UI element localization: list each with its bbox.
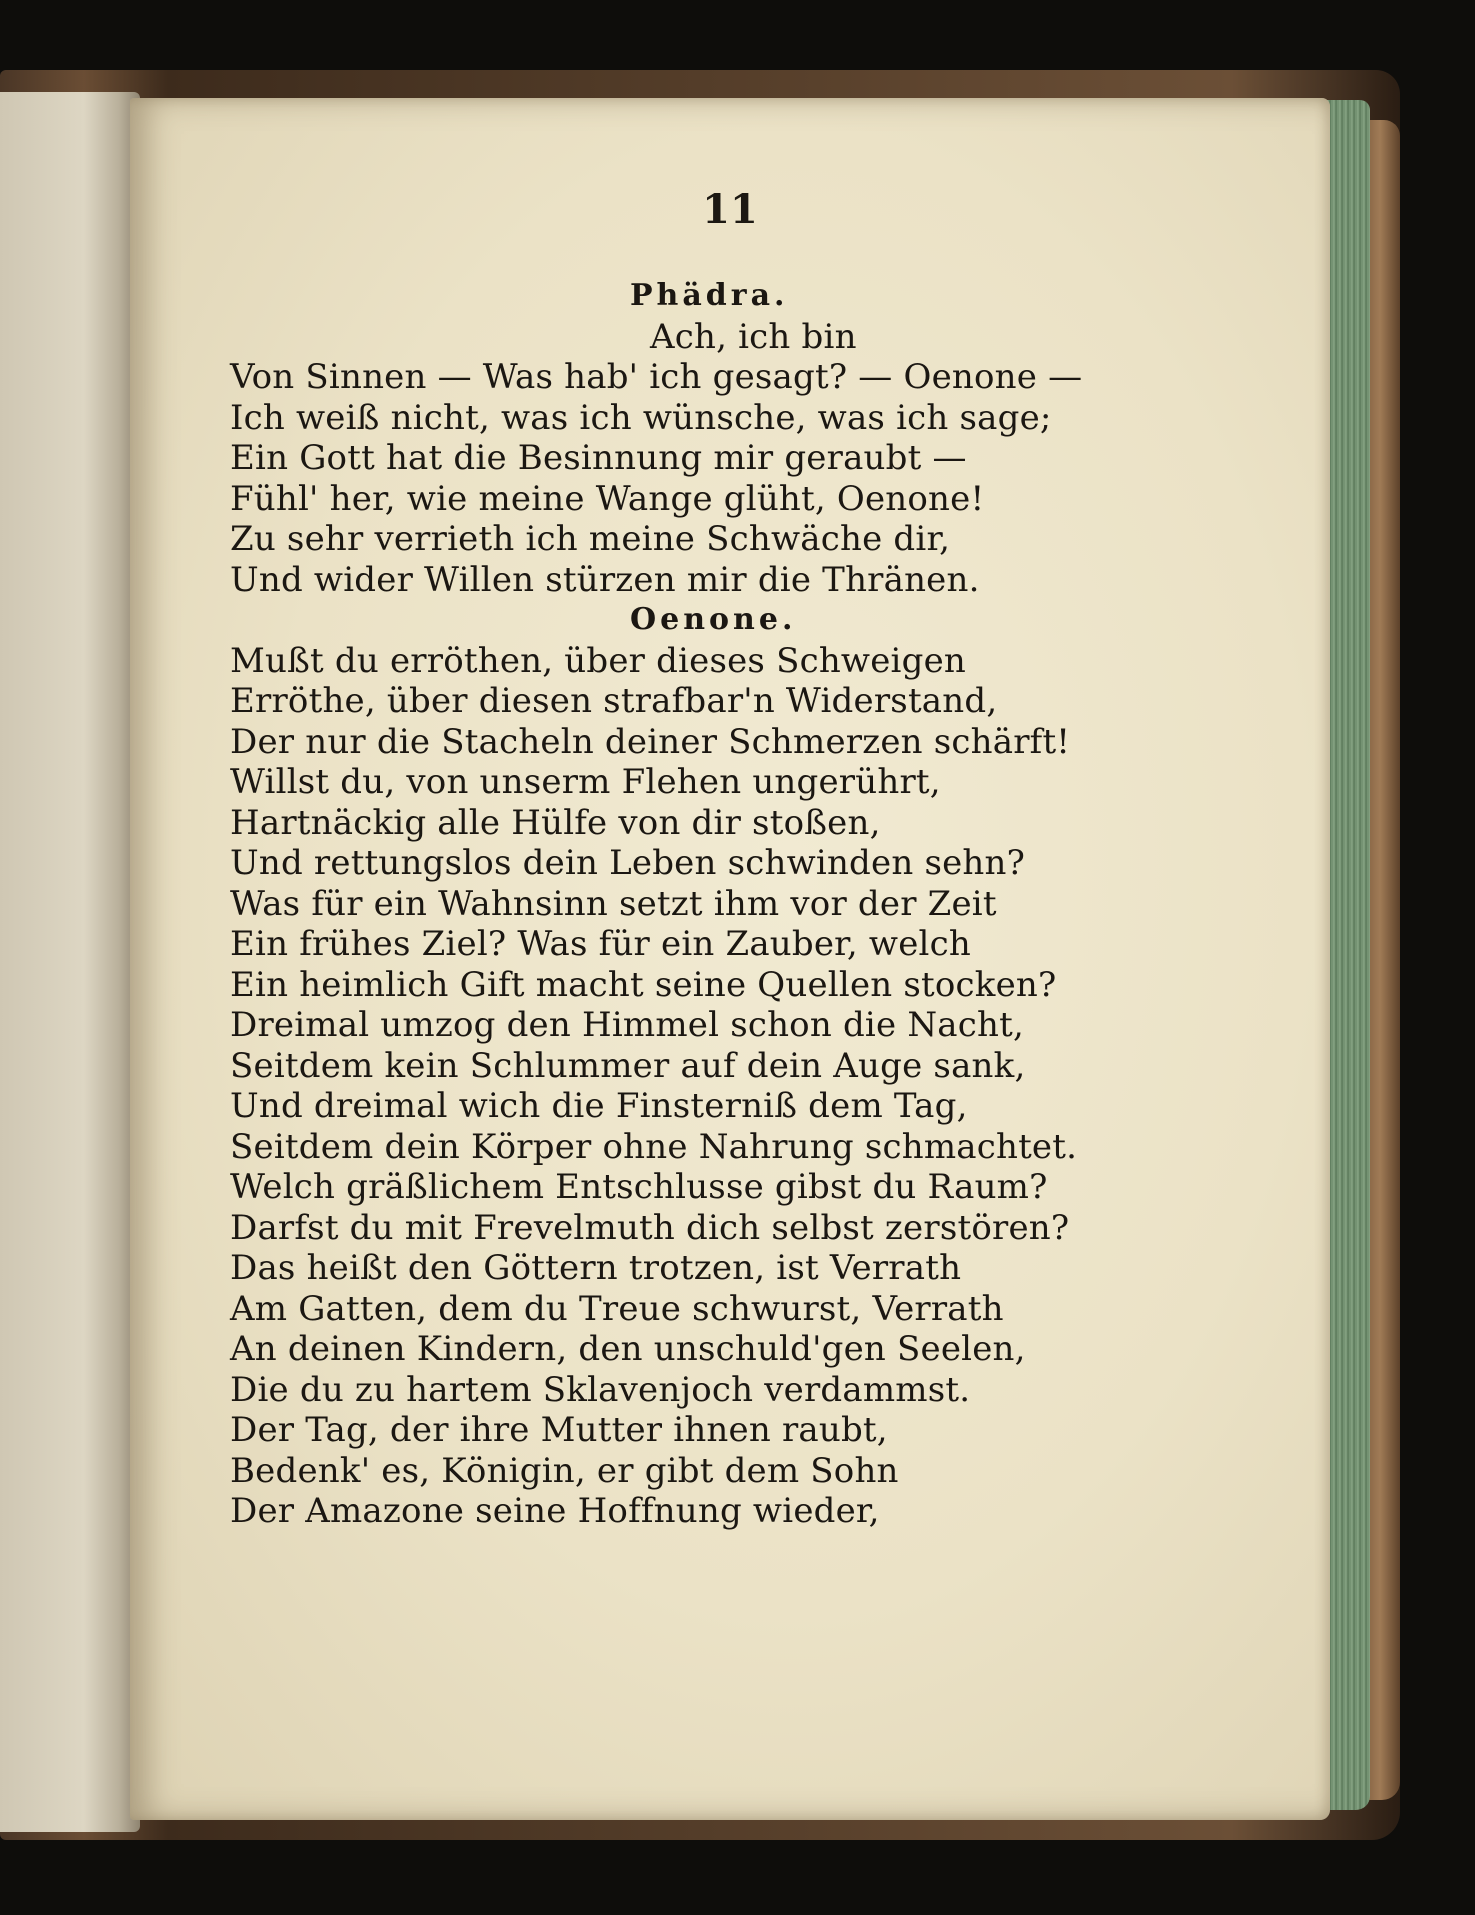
verse-line: Ach, ich bin <box>650 316 857 357</box>
verse-line: Ein heimlich Gift macht seine Quellen stocken? <box>230 964 1057 1005</box>
verse-line: Ich weiß nicht, was ich wünsche, was ich sage; <box>230 397 1052 438</box>
verse-line: Willst du, von unserm Flehen ungerührt, <box>230 762 941 802</box>
left-page-edge <box>0 92 140 1832</box>
verse-line: Seitdem dein Körper ohne Nahrung schmachtet. <box>230 1126 1078 1167</box>
verse-line: Fühl' her, wie meine Wange glüht, Oenone! <box>230 478 985 519</box>
book-page <box>130 98 1330 1820</box>
speaker-name: Phädra. <box>630 278 789 313</box>
verse-line: Darfst du mit Frevelmuth dich selbst zerstören? <box>230 1207 1070 1248</box>
verse-line: Der Tag, der ihre Mutter ihnen raubt, <box>230 1410 888 1450</box>
verse-line: Die du zu hartem Sklavenjoch verdammst. <box>230 1369 971 1410</box>
verse-line: Welch gräßlichem Entschlusse gibst du Raum? <box>230 1167 1048 1207</box>
verse-line: Am Gatten, dem du Treue schwurst, Verrath <box>230 1288 1004 1329</box>
verse-line: Und wider Willen stürzen mir die Thränen. <box>230 559 980 600</box>
verse-line: Der nur die Stacheln deiner Schmerzen schärft! <box>230 721 1071 762</box>
verse-line: Erröthe, über diesen strafbar'n Widerstand, <box>230 681 998 721</box>
verse-line: Zu sehr verrieth ich meine Schwäche dir, <box>230 519 951 559</box>
verse-line: Und dreimal wich die Finsterniß dem Tag, <box>230 1086 968 1126</box>
page-number: 11 <box>702 186 758 233</box>
verse-line: Dreimal umzog den Himmel schon die Nacht, <box>230 1005 1024 1045</box>
verse-line: Ein frühes Ziel? Was für ein Zauber, welch <box>230 924 971 964</box>
verse-line: Mußt du erröthen, über dieses Schweigen <box>230 640 966 681</box>
verse-line: Bedenk' es, Königin, er gibt dem Sohn <box>230 1450 899 1491</box>
verse-line: Hartnäckig alle Hülfe von dir stoßen, <box>230 802 881 843</box>
verse-line: Der Amazone seine Hoffnung wieder, <box>230 1491 880 1531</box>
speaker-name: Oenone. <box>630 602 797 637</box>
verse-line: An deinen Kindern, den unschuld'gen Seelen, <box>230 1329 1026 1369</box>
verse-line: Ein Gott hat die Besinnung mir geraubt — <box>230 438 967 478</box>
verse-line: Und rettungslos dein Leben schwinden sehn? <box>230 843 1026 883</box>
verse-line: Seitdem kein Schlummer auf dein Auge sank, <box>230 1045 1026 1086</box>
verse-line: Von Sinnen — Was hab' ich gesagt? — Oenone — <box>230 357 1083 397</box>
verse-line: Das heißt den Göttern trotzen, ist Verrath <box>230 1248 962 1288</box>
verse-line: Was für ein Wahnsinn setzt ihm vor der Zeit <box>230 883 997 924</box>
